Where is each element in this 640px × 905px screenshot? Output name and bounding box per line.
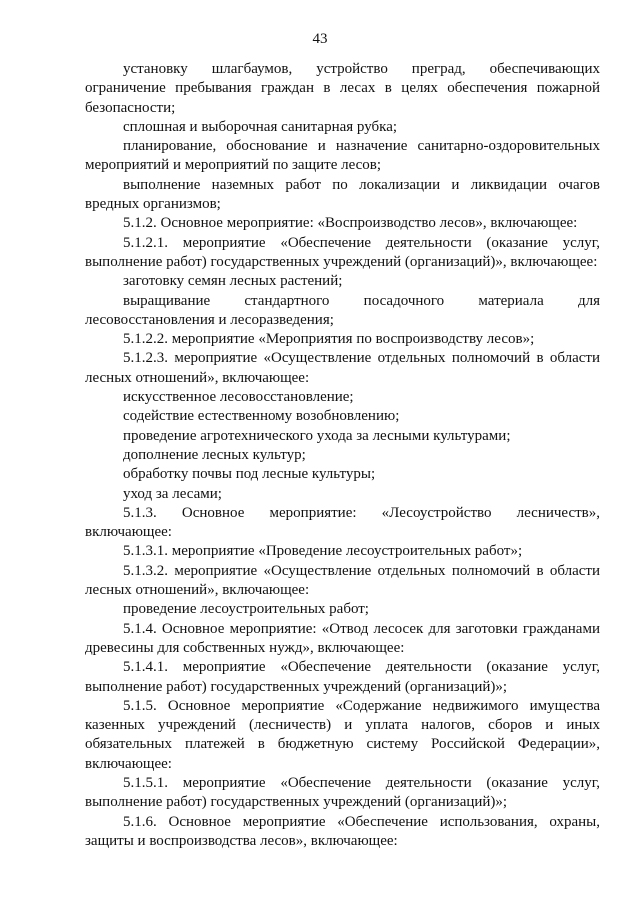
paragraph: уход за лесами;: [123, 485, 222, 502]
paragraph: дополнение лесных культур;: [123, 446, 306, 463]
paragraph: 5.1.4.1. мероприятие «Обеспечение деятельности (оказание услуг, выполнение работ) государственных учреждений (организаций)»;: [85, 659, 600, 695]
paragraph: сплошная и выборочная санитарная рубка;: [123, 118, 398, 135]
paragraph: заготовку семян лесных растений;: [123, 273, 343, 290]
paragraph: 5.1.2. Основное мероприятие: «Воспроизводство лесов», включающее:: [123, 215, 578, 232]
paragraph: обработку почвы под лесные культуры;: [123, 466, 376, 483]
paragraph: выращивание стандартного посадочного материала для лесовосстановления и лесоразведения;: [85, 292, 600, 328]
page-number: 43: [312, 31, 328, 47]
paragraph: 5.1.5.1. мероприятие «Обеспечение деятельности (оказание услуг, выполнение работ) государственных учреждений (организаций)»;: [85, 774, 600, 811]
paragraph: содействие естественному возобновлению;: [123, 408, 400, 425]
paragraph: 5.1.5. Основное мероприятие «Содержание недвижимого имущества казенных учреждений (лесничеств) и уплата налогов, сборов и иных обязательных платежей в бюджетную систему Российской Федерации», включающее:: [85, 697, 600, 772]
document-body: [85, 60, 600, 851]
paragraph: искусственное лесовосстановление;: [123, 389, 354, 406]
paragraph: установку шлагбаумов, устройство преград, обеспечивающих ограничение пребывания граждан в лесах в целях обеспечения пожарной безопасности;: [85, 61, 600, 116]
paragraph: 5.1.6. Основное мероприятие «Обеспечение использования, охраны, защиты и воспроизводства лесов», включающее:: [85, 813, 600, 849]
paragraph: 5.1.3.2. мероприятие «Осуществление отдельных полномочий в области лесных отношений», включающее:: [85, 562, 600, 599]
paragraph: 5.1.2.2. мероприятие «Мероприятия по воспроизводству лесов»;: [123, 331, 535, 348]
paragraph: проведение лесоустроительных работ;: [123, 601, 369, 618]
paragraph: 5.1.2.1. мероприятие «Обеспечение деятельности (оказание услуг, выполнение работ) государственных учреждений (организаций)», включающее:: [85, 234, 600, 270]
paragraph: 5.1.2.3. мероприятие «Осуществление отдельных полномочий в области лесных отношений», включающее:: [85, 350, 600, 386]
paragraph: 5.1.4. Основное мероприятие: «Отвод лесосек для заготовки гражданами древесины для собственных нужд», включающее:: [85, 620, 600, 656]
paragraph: выполнение наземных работ по локализации и ликвидации очагов вредных организмов;: [85, 176, 600, 213]
paragraph: 5.1.3.1. мероприятие «Проведение лесоустроительных работ»;: [123, 543, 523, 560]
paragraph: планирование, обоснование и назначение санитарно-оздоровительных мероприятий и мероприятий по защите лесов;: [85, 138, 600, 174]
paragraph: проведение агротехнического ухода за лесными культурами;: [123, 427, 511, 444]
paragraph: 5.1.3. Основное мероприятие: «Лесоустройство лесничеств», включающее:: [85, 504, 600, 541]
